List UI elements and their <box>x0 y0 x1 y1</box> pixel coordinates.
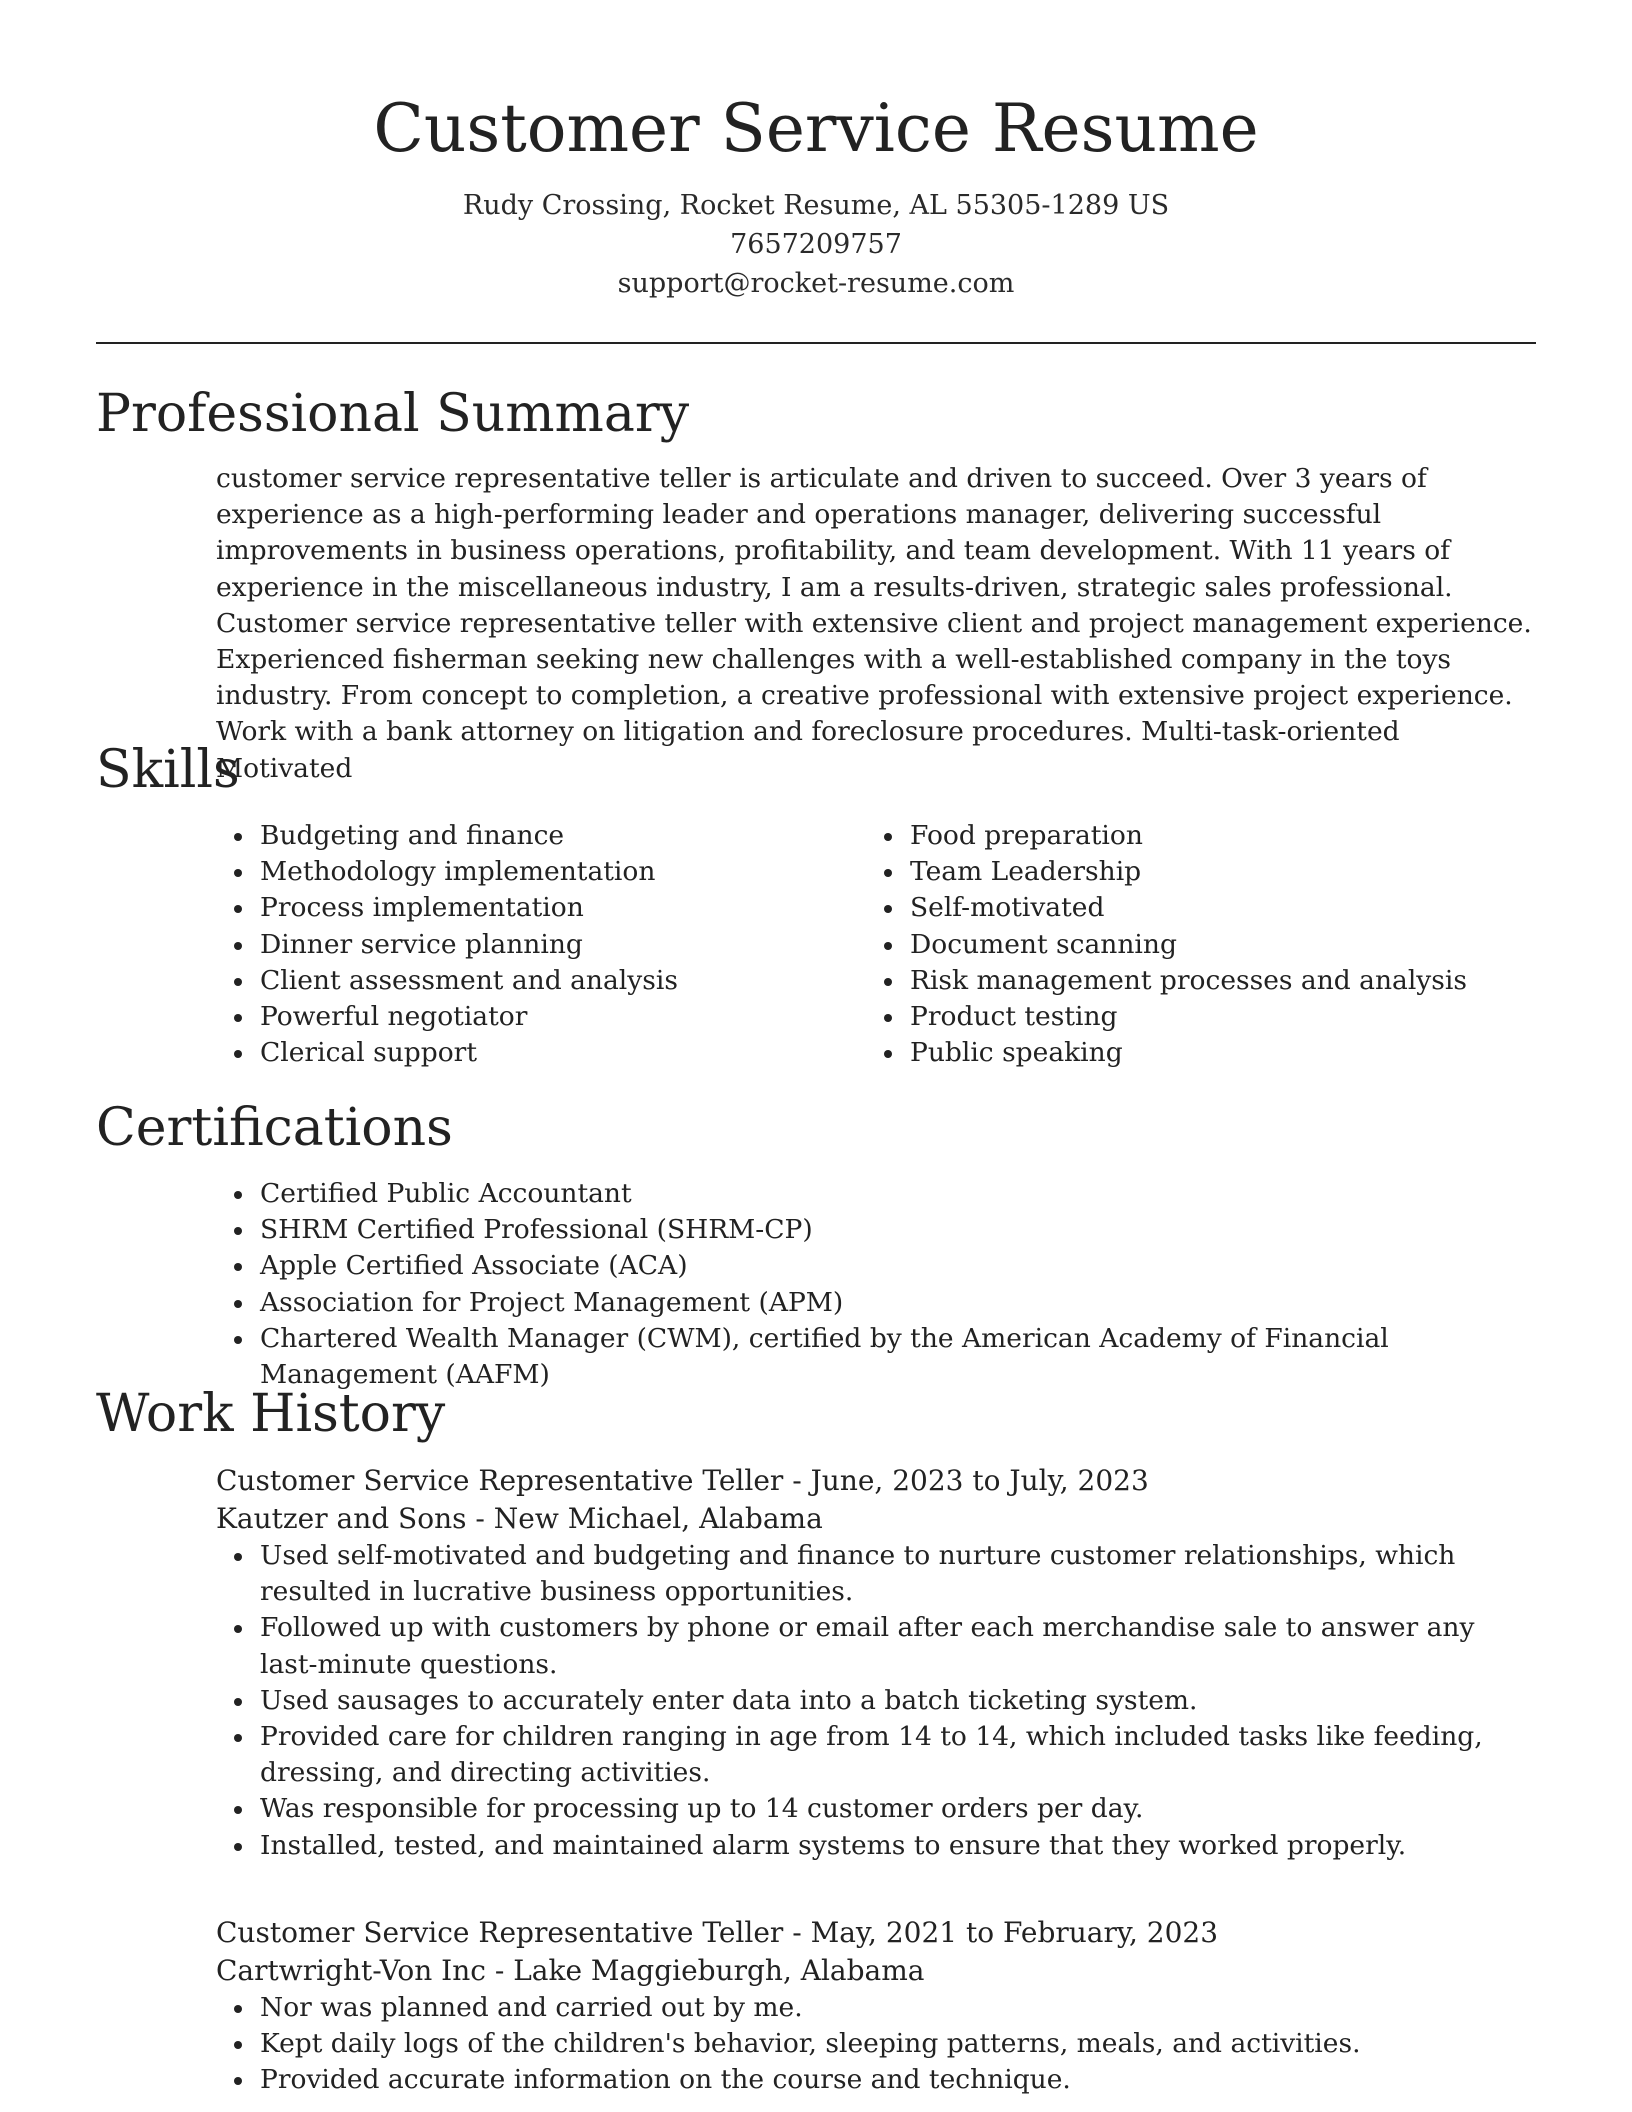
skill-item: Document scanning <box>866 927 1506 963</box>
certification-item: Certified Public Accountant <box>216 1176 1556 1212</box>
job-location: New Michael, Alabama <box>493 1502 823 1535</box>
job-title-line: Customer Service Representative Teller - May, 2021 to February, 2023 <box>216 1916 1219 1949</box>
skill-item: Public speaking <box>866 1035 1506 1071</box>
work-history-heading: Work History <box>96 1384 446 1444</box>
job-bullet: Nor was planned and carried out by me. <box>216 1990 1536 2026</box>
job-bullet-list <box>216 1990 1536 2099</box>
certification-item: Apple Certified Associate (ACA) <box>216 1248 1556 1284</box>
skill-item: Product testing <box>866 999 1506 1035</box>
header-divider <box>96 342 1536 344</box>
job-bullet: Followed up with customers by phone or email after each merchandise sale to answer any last-minute questions. <box>216 1610 1536 1682</box>
job-bullet: Was responsible for processing up to 14 customer orders per day. <box>216 1791 1536 1827</box>
job-title: Customer Service Representative Teller <box>216 1464 784 1497</box>
skills-list-left <box>216 818 856 1071</box>
skill-item: Clerical support <box>216 1035 856 1071</box>
skill-item: Client assessment and analysis <box>216 963 856 999</box>
job-bullet: Provided care for children ranging in age from 14 to 14, which included tasks like feeding, dressing, and directing activities. <box>216 1719 1536 1791</box>
skill-item: Self-motivated <box>866 890 1506 926</box>
certification-item: Association for Project Management (APM) <box>216 1285 1556 1321</box>
skill-item: Team Leadership <box>866 854 1506 890</box>
skill-item: Methodology implementation <box>216 854 856 890</box>
certifications-heading: Certifications <box>96 1098 453 1158</box>
job-bullet: Provided accurate information on the course and technique. <box>216 2062 1536 2098</box>
skill-item: Food preparation <box>866 818 1506 854</box>
skill-item: Powerful negotiator <box>216 999 856 1035</box>
skills-heading: Skills <box>96 740 240 800</box>
job-dates: June, 2023 to July, 2023 <box>810 1464 1149 1497</box>
skills-list-right <box>866 818 1506 1071</box>
skill-item: Process implementation <box>216 890 856 926</box>
job-company: Cartwright-Von Inc <box>216 1954 486 1987</box>
job-bullet-list <box>216 1538 1536 1864</box>
certifications-list <box>216 1176 1556 1393</box>
skill-item: Risk management processes and analysis <box>866 963 1506 999</box>
contact-block <box>0 186 1632 303</box>
job-company: Kautzer and Sons <box>216 1502 467 1535</box>
job-bullet: Kept daily logs of the children's behavior, sleeping patterns, meals, and activities. <box>216 2026 1536 2062</box>
job-company-line: Cartwright-Von Inc - Lake Maggieburgh, Alabama <box>216 1954 925 1987</box>
job-entry <box>216 1914 1536 2099</box>
summary-text: customer service representative teller is articulate and driven to succeed. Over 3 years of experience as a high-performing leader and operations manager, delivering successful improvements in business operations, profitability, and team development. With 11 years of experience in the miscellaneous industry, I am a results-driven, strategic sales professional. Customer service representative teller with extensive client and project management experience. Experienced fisherman seeking new challenges with a well-established company in the toys industry. From concept to completion, a creative professional with extensive project experience. Work with a bank attorney on litigation and foreclosure procedures. Multi-task-oriented Motivated <box>216 463 1532 784</box>
resume-header <box>0 0 1632 303</box>
resume-title: Customer Service Resume <box>373 90 1259 167</box>
summary-heading: Professional Summary <box>96 384 690 444</box>
email-text: support@rocket-resume.com <box>617 268 1015 299</box>
job-bullet: Installed, tested, and maintained alarm systems to ensure that they worked properly. <box>216 1828 1536 1864</box>
certification-item: Chartered Wealth Manager (CWM), certified by the American Academy of Financial Management (AAFM) <box>216 1321 1556 1393</box>
job-bullet: Used sausages to accurately enter data into a batch ticketing system. <box>216 1683 1536 1719</box>
skill-item: Dinner service planning <box>216 927 856 963</box>
address-text: Rudy Crossing, Rocket Resume, AL 55305-1289 US <box>462 190 1170 221</box>
job-title: Customer Service Representative Teller <box>216 1916 784 1949</box>
job-entry <box>216 1462 1536 1864</box>
job-dates: May, 2021 to February, 2023 <box>810 1916 1219 1949</box>
job-title-line: Customer Service Representative Teller - June, 2023 to July, 2023 <box>216 1464 1149 1497</box>
skill-item: Budgeting and finance <box>216 818 856 854</box>
certification-item: SHRM Certified Professional (SHRM-CP) <box>216 1212 1556 1248</box>
phone-text: 7657209757 <box>730 229 902 260</box>
job-location: Lake Maggieburgh, Alabama <box>513 1954 925 1987</box>
job-company-line: Kautzer and Sons - New Michael, Alabama <box>216 1502 823 1535</box>
job-bullet: Used self-motivated and budgeting and finance to nurture customer relationships, which resulted in lucrative business opportunities. <box>216 1538 1536 1610</box>
